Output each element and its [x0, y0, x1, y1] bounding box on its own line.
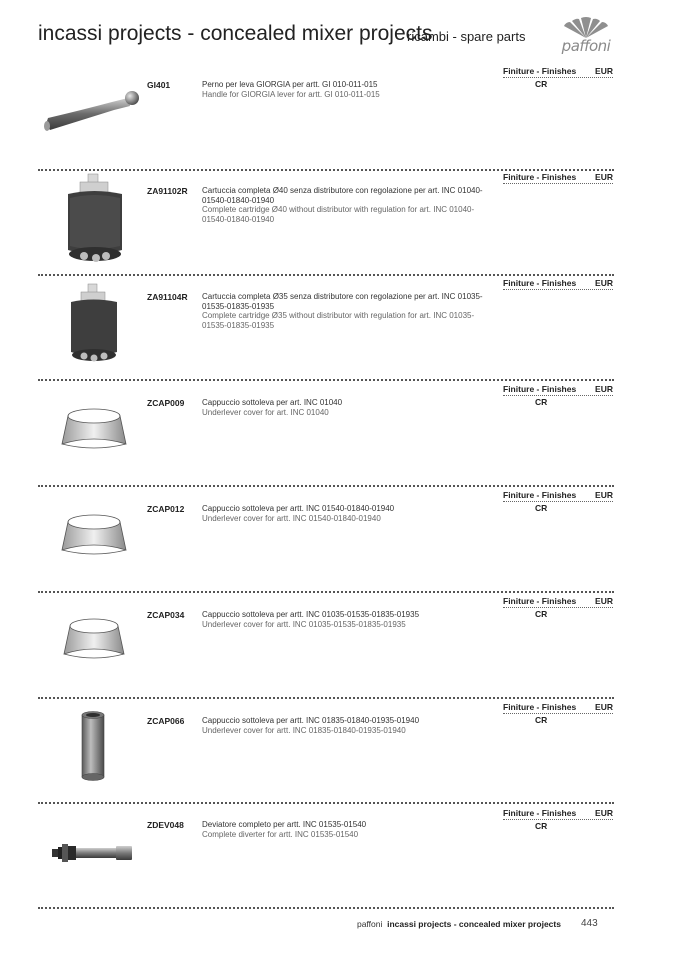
product-item — [38, 168, 614, 274]
finish-value: CR — [535, 397, 548, 407]
product-code: ZCAP009 — [147, 398, 185, 408]
ring-cover-image — [60, 614, 128, 664]
description-it: Cartuccia completa Ø35 senza distributore con regolazione per art. INC 01035-01535-01835-01935 — [202, 292, 483, 311]
footer-section: incassi projects - concealed mixer projects — [387, 919, 561, 929]
finishes-label: Finiture - Finishes — [503, 278, 577, 288]
description-en: Handle for GIORGIA lever for artt. GI 010-011-015 — [202, 89, 380, 99]
description-it: Cappuccio sottoleva per artt. INC 01035-01535-01835-01935 — [202, 610, 420, 619]
diverter-image — [50, 838, 136, 868]
eur-label: EUR — [595, 384, 613, 394]
header-divider — [503, 819, 613, 820]
eur-label: EUR — [595, 66, 613, 76]
eur-label: EUR — [595, 702, 613, 712]
eur-label: EUR — [595, 596, 613, 606]
finishes-label: Finiture - Finishes — [503, 172, 577, 182]
footer-divider — [38, 907, 614, 909]
finish-value: CR — [535, 503, 548, 513]
finish-value: CR — [535, 821, 548, 831]
product-item — [38, 274, 614, 380]
ring-cover-image — [58, 404, 130, 454]
description-it: Cartuccia completa Ø40 senza distributore con regolazione per art. INC 01040-01540-01840-01940 — [202, 186, 483, 205]
description-en: Underlever cover for artt. INC 01035-01535-01835-01935 — [202, 619, 406, 629]
product-item — [38, 804, 614, 904]
lever-pin-image — [42, 86, 142, 136]
description-it: Cappuccio sottoleva per artt. INC 01835-01840-01935-01940 — [202, 716, 420, 725]
header-divider — [503, 607, 613, 608]
product-description — [202, 610, 498, 629]
cartridge-35-image — [64, 282, 124, 368]
product-description — [202, 820, 498, 839]
description-en: Complete cartridge Ø40 without distributor with regulation for art. INC 01040-01540-01840-01940 — [202, 205, 475, 224]
product-code: ZCAP034 — [147, 610, 185, 620]
product-item — [38, 698, 614, 804]
finishes-label: Finiture - Finishes — [503, 702, 577, 712]
description-it: Cappuccio sottoleva per artt. INC 01540-01840-01940 — [202, 504, 395, 513]
header-divider — [503, 713, 613, 714]
description-en: Complete diverter for artt. INC 01535-01540 — [202, 829, 359, 839]
brand-logo — [556, 16, 616, 56]
header-divider — [503, 289, 613, 290]
header-divider — [503, 183, 613, 184]
finish-value: CR — [535, 715, 548, 725]
header-divider — [503, 501, 613, 502]
product-description — [202, 398, 498, 417]
finishes-label: Finiture - Finishes — [503, 66, 577, 76]
page-footer — [357, 919, 561, 929]
description-it: Deviatore completo per artt. INC 01535-01540 — [202, 820, 367, 829]
page-subtitle: ricambi - spare parts — [407, 29, 526, 44]
description-it: Cappuccio sottoleva per art. INC 01040 — [202, 398, 343, 407]
product-code: ZA91104R — [147, 292, 188, 302]
product-item — [38, 380, 614, 486]
ring-cover-image — [58, 510, 130, 560]
eur-label: EUR — [595, 278, 613, 288]
footer-brand: paffoni — [357, 919, 383, 929]
eur-label: EUR — [595, 490, 613, 500]
description-en: Underlever cover for art. INC 01040 — [202, 407, 329, 417]
description-en: Underlever cover for artt. INC 01835-01840-01935-01940 — [202, 725, 406, 735]
description-en: Underlever cover for artt. INC 01540-01840-01940 — [202, 513, 381, 523]
product-description — [202, 716, 498, 735]
product-item — [38, 62, 614, 172]
product-code: ZCAP012 — [147, 504, 185, 514]
finishes-label: Finiture - Finishes — [503, 384, 577, 394]
finishes-label: Finiture - Finishes — [503, 490, 577, 500]
product-description — [202, 186, 498, 224]
product-description — [202, 504, 498, 523]
cartridge-40-image — [60, 172, 130, 268]
finishes-label: Finiture - Finishes — [503, 808, 577, 818]
product-code: ZA91102R — [147, 186, 188, 196]
product-code: ZDEV048 — [147, 820, 184, 830]
logo-text: paffoni — [561, 37, 611, 55]
product-description — [202, 80, 498, 99]
product-item — [38, 486, 614, 592]
eur-label: EUR — [595, 808, 613, 818]
product-code: ZCAP066 — [147, 716, 185, 726]
description-it: Perno per leva GIORGIA per artt. GI 010-011-015 — [202, 80, 378, 89]
eur-label: EUR — [595, 172, 613, 182]
finishes-label: Finiture - Finishes — [503, 596, 577, 606]
page-title: incassi projects - concealed mixer projects — [38, 22, 433, 45]
tube-cover-image — [78, 710, 108, 782]
header-divider — [503, 77, 613, 78]
product-description — [202, 292, 498, 330]
finish-value: CR — [535, 609, 548, 619]
description-en: Complete cartridge Ø35 without distributor with regulation for art. INC 01035-01535-01835-01935 — [202, 311, 475, 330]
product-item — [38, 592, 614, 698]
header-divider — [503, 395, 613, 396]
page-number: 443 — [581, 918, 598, 929]
finish-value: CR — [535, 79, 548, 89]
product-code: GI401 — [147, 80, 171, 90]
